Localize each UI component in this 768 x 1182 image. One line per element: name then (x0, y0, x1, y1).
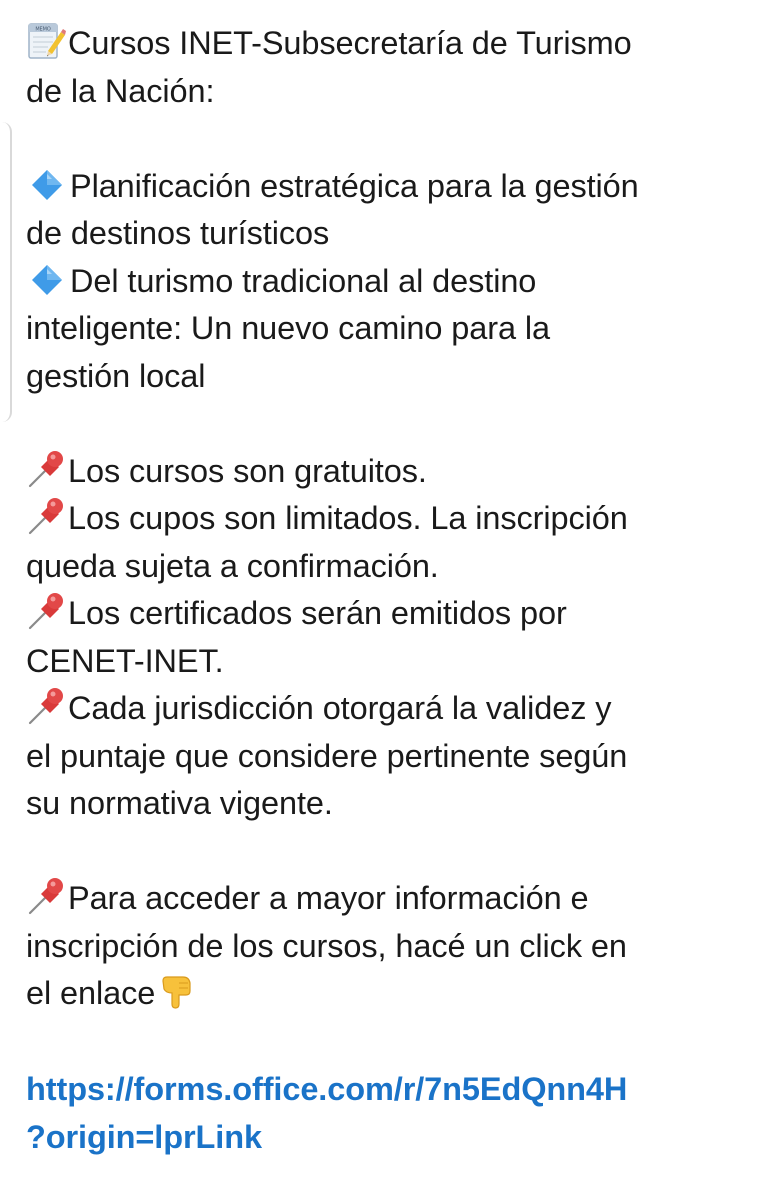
info-item-continuation: inscripción de los cursos, hacé un click en (26, 927, 627, 964)
pushpin-icon (26, 686, 66, 726)
course-item-continuation: gestión local (26, 357, 206, 394)
note-item: Los cursos son gratuitos. (26, 448, 756, 496)
pushpin-icon (26, 876, 66, 916)
course-item-continuation: de destinos turísticos (26, 215, 330, 251)
note-item-continuation: CENET-INET. (26, 642, 224, 679)
info-item-continuation: el enlace (26, 970, 756, 1018)
note-item: Cada jurisdicción otorgará la validez y (26, 685, 756, 733)
blank-line (26, 115, 756, 163)
svg-text:MEMO: MEMO (35, 26, 51, 33)
course-item: Planificación estratégica para la gestión (26, 163, 756, 211)
blank-line (26, 1018, 756, 1066)
small-blue-diamond-icon (30, 168, 64, 202)
blank-line (26, 828, 756, 876)
form-link-line[interactable]: https://forms.office.com/r/7n5EdQnn4H (26, 1071, 628, 1107)
pushpin-icon (26, 496, 66, 536)
note-item: Los cupos son limitados. La inscripción (26, 495, 756, 543)
memo-icon (26, 21, 66, 61)
small-blue-diamond-icon (30, 263, 64, 297)
note-item: Los certificados serán emitidos por (26, 590, 756, 638)
info-item: Para acceder a mayor información e (26, 875, 756, 923)
title-line: de la Nación: (26, 72, 215, 109)
blank-line (26, 400, 756, 448)
backhand-index-pointing-down-icon (157, 971, 197, 1011)
note-item-continuation: el puntaje que considere pertinente según (26, 737, 628, 774)
form-link[interactable] (26, 1065, 756, 1161)
course-item-continuation: inteligente: Un nuevo camino para la (26, 310, 550, 346)
pushpin-icon (26, 591, 66, 631)
course-item: Del turismo tradicional al destino (26, 258, 756, 306)
note-item-continuation: queda sujeta a confirmación. (26, 547, 439, 584)
form-link-line[interactable]: ?origin=lprLink (26, 1119, 262, 1155)
pushpin-icon (26, 449, 66, 489)
message-bubble (26, 20, 756, 1161)
title-line: MEMO Cursos INET-Subsecretaría de Turismo (26, 20, 756, 68)
conversation-edge (0, 122, 12, 422)
note-item-continuation: su normativa vigente. (26, 785, 333, 821)
